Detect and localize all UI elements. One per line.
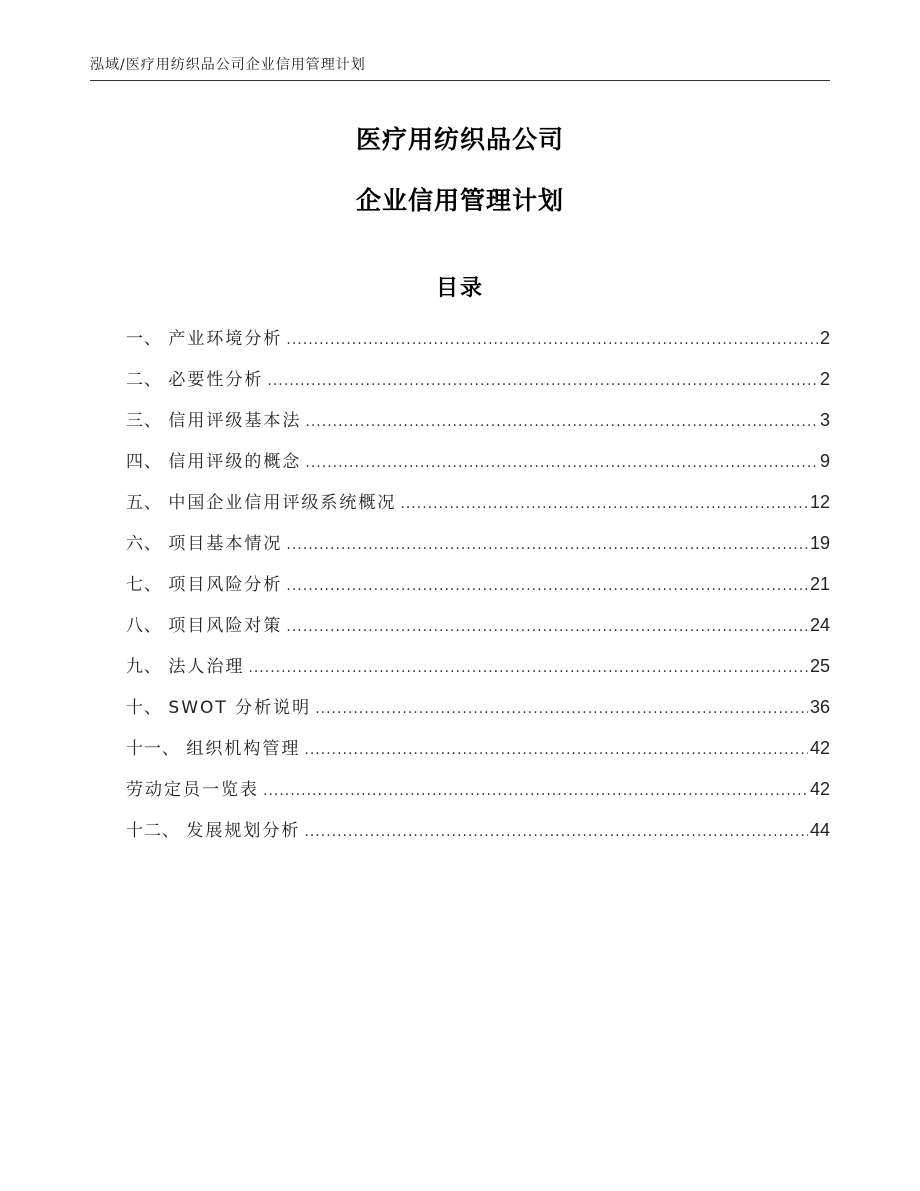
toc-heading: 目录 bbox=[435, 276, 484, 301]
toc-entry-page: 2 bbox=[819, 328, 830, 348]
toc-entry-title: 项目风险对策 bbox=[168, 616, 283, 636]
document-title-line1: 医疗用纺织品公司 bbox=[355, 125, 564, 154]
toc-entry-page: 3 bbox=[819, 410, 830, 430]
toc-entry-number: 八、 bbox=[126, 616, 169, 636]
toc-entry-title: SWOT 分析说明 bbox=[168, 698, 312, 718]
toc-entry[interactable] bbox=[126, 487, 830, 528]
toc-entry[interactable] bbox=[126, 733, 830, 774]
toc-dot-leader bbox=[286, 530, 808, 560]
toc-entry-title: 劳动定员一览表 bbox=[126, 780, 259, 800]
toc-entry-number: 三、 bbox=[126, 411, 169, 431]
toc-entry[interactable] bbox=[126, 815, 830, 856]
toc-entry-title: 信用评级的概念 bbox=[168, 452, 302, 472]
toc-entry-number: 四、 bbox=[126, 452, 169, 472]
toc-dot-leader bbox=[286, 325, 818, 355]
toc-entry[interactable] bbox=[126, 528, 830, 569]
toc-entry[interactable] bbox=[126, 774, 830, 815]
toc-dot-leader bbox=[400, 489, 808, 519]
toc-dot-leader bbox=[304, 817, 808, 847]
toc-entry-page: 24 bbox=[809, 615, 830, 635]
toc-dot-leader bbox=[286, 571, 808, 601]
toc-entry-page: 25 bbox=[809, 656, 830, 676]
toc-entry[interactable] bbox=[126, 569, 830, 610]
toc-dot-leader bbox=[286, 612, 808, 642]
toc-entry-title: 中国企业信用评级系统概况 bbox=[168, 493, 397, 513]
toc-entry-page: 44 bbox=[809, 820, 830, 840]
toc-dot-leader bbox=[304, 735, 808, 765]
toc-entry-page: 19 bbox=[809, 533, 830, 553]
toc-entry-title: 组织机构管理 bbox=[186, 739, 301, 759]
toc-entry-number: 一、 bbox=[126, 329, 169, 349]
page-header: 泓域/医疗用纺织品公司企业信用管理计划 bbox=[90, 57, 366, 73]
toc-entry[interactable] bbox=[126, 405, 830, 446]
toc-entry-title: 项目基本情况 bbox=[168, 534, 283, 554]
toc-entry-number: 十二、 bbox=[126, 821, 187, 841]
toc-entry-page: 9 bbox=[819, 451, 830, 471]
toc-entry-page: 36 bbox=[809, 697, 830, 717]
toc-entry-title: 产业环境分析 bbox=[168, 329, 283, 349]
toc-dot-leader bbox=[248, 653, 808, 683]
toc-dot-leader bbox=[263, 776, 808, 806]
table-of-contents bbox=[126, 323, 830, 856]
toc-entry-page: 42 bbox=[809, 779, 830, 799]
toc-entry-page: 2 bbox=[819, 369, 830, 389]
document-title-line2: 企业信用管理计划 bbox=[355, 186, 564, 215]
header-divider bbox=[90, 80, 830, 81]
toc-entry[interactable] bbox=[126, 446, 830, 487]
toc-entry[interactable] bbox=[126, 364, 830, 405]
toc-entry-page: 42 bbox=[809, 738, 830, 758]
toc-entry-number: 十一、 bbox=[126, 739, 187, 759]
toc-entry[interactable] bbox=[126, 651, 830, 692]
toc-entry-title: 法人治理 bbox=[168, 657, 245, 677]
toc-dot-leader bbox=[305, 448, 818, 478]
toc-entry-number: 七、 bbox=[126, 575, 169, 595]
toc-entry-number: 二、 bbox=[126, 370, 169, 390]
toc-entry-page: 12 bbox=[809, 492, 830, 512]
toc-entry-page: 21 bbox=[809, 574, 830, 594]
toc-dot-leader bbox=[267, 366, 818, 396]
toc-entry-number: 六、 bbox=[126, 534, 169, 554]
toc-entry-title: 必要性分析 bbox=[168, 370, 264, 390]
toc-entry-number: 五、 bbox=[126, 493, 169, 513]
toc-entry[interactable] bbox=[126, 692, 830, 733]
toc-entry-number: 十、 bbox=[126, 698, 169, 718]
toc-entry-number: 九、 bbox=[126, 657, 169, 677]
toc-entry-title: 发展规划分析 bbox=[186, 821, 301, 841]
toc-entry[interactable] bbox=[126, 323, 830, 364]
toc-entry[interactable] bbox=[126, 610, 830, 651]
toc-dot-leader bbox=[315, 694, 808, 724]
toc-dot-leader bbox=[305, 407, 818, 437]
toc-entry-title: 信用评级基本法 bbox=[168, 411, 302, 431]
toc-entry-title: 项目风险分析 bbox=[168, 575, 283, 595]
